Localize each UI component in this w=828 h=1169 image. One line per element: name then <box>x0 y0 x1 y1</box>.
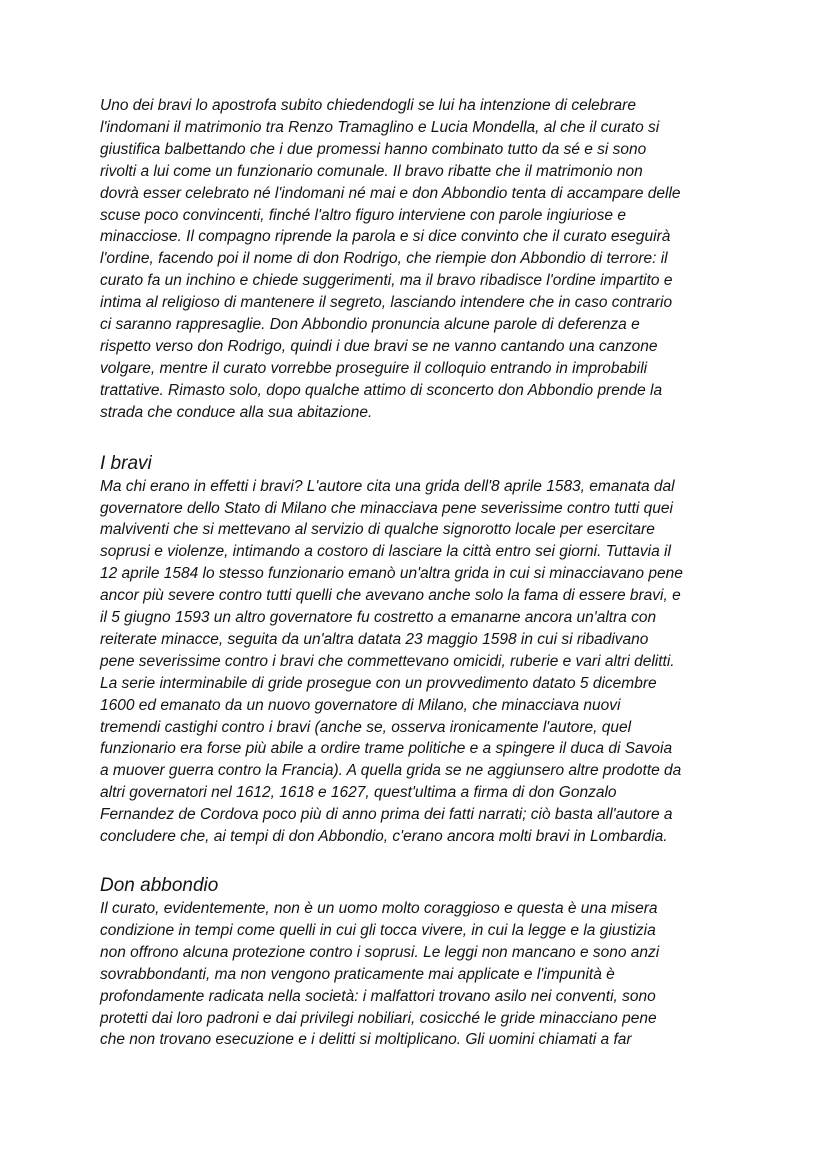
section-body-bravi: Ma chi erano in effetti i bravi? L'autore cita una grida dell'8 aprile 1583, emanata dal governatore dello Stato di Milano che minacciava pene severissime contro tutti quei malviventi che si mettevano al servizio di qualche signorotto locale per esercitare soprusi e violenze, intimando a costoro di lasciare la città entro sei giorni. Tuttavia il 12 aprile 1584 lo stesso funzionario emanò un'altra grida in cui si minacciavano pene ancor più severe contro tutti quelli che avevano anche solo la fama di essere bravi, e il 5 giugno 1593 un altro governatore fu costretto a emanarne ancora un'altra con reiterate minacce, seguita da un'altra datata 23 maggio 1598 in cui si ribadivano pene severissime contro i bravi che commettevano omicidi, ruberie e vari altri delitti. La serie interminabile di gride prosegue con un provvedimento datato 5 dicembre 1600 ed emanato da un nuovo governatore di Milano, che minacciava nuovi tremendi castighi contro i bravi (anche se, osserva ironicamente l'autore, quel funzionario era forse più abile a ordire trame politiche e a spingere il duca di Savoia a muover guerra contro la Francia). A quella grida se ne aggiunsero altre prodotte da altri governatori nel 1612, 1618 e 1627, quest'ultima a firma di don Gonzalo Fernandez de Cordova poco più di anno prima dei fatti narrati; ciò basta all'autore a concludere che, ai tempi di don Abbondio, c'erano ancora molti bravi in Lombardia. <box>100 477 683 846</box>
intro-paragraph: Uno dei bravi lo apostrofa subito chiedendogli se lui ha intenzione di celebrare l'indomani il matrimonio tra Renzo Tramaglino e Lucia Mondella, al che il curato si giustifica balbettando che i due promessi hanno combinato tutto da sé e si sono rivolti a lui come un funzionario comunale. Il bravo ribatte che il matrimonio non dovrà esser celebrato né l'indomani né mai e don Abbondio tenta di accampare delle scuse poco convincenti, finché l'altro figuro interviene con parole ingiuriose e minacciose. Il compagno riprende la parola e si dice convinto che il curato eseguirà l'ordine, facendo poi il nome di don Rodrigo, che riempie don Abbondio di terrore: il curato fa un inchino e chiede suggerimenti, ma il bravo ribadisce l'ordine impartito e intima al religioso di mantenere il segreto, lasciando intendere che in caso contrario ci saranno rappresaglie. Don Abbondio pronuncia alcune parole di deferenza e rispetto verso don Rodrigo, quindi i due bravi se ne vanno cantando una canzone volgare, mentre il curato vorrebbe proseguire il colloquio entrando in improbabili trattative. Rimasto solo, dopo qualche attimo di sconcerto don Abbondio prende la strada che conduce alla sua abitazione. <box>100 97 681 421</box>
section-body-don-abbondio: Il curato, evidentemente, non è un uomo molto coraggioso e questa è una misera condizione in tempi come quelli in cui gli tocca vivere, in cui la legge e la giustizia non offrono alcuna protezione contro i soprusi. Le leggi non mancano e sono anzi sovrabbondanti, ma non vengono praticamente mai applicate e l'impunità è profondamente radicata nella società: i malfattori trovano asilo nei conventi, sono protetti dai loro padroni e dai privilegi nobiliari, cosicché le gride minacciano pene che non trovano esecuzione e i delitti si moltiplicano. Gli uomini chiamati a far <box>100 900 660 1049</box>
section-heading-bravi: I bravi <box>100 452 152 474</box>
document-page <box>100 95 732 1051</box>
section-heading-don-abbondio: Don abbondio <box>100 875 219 896</box>
